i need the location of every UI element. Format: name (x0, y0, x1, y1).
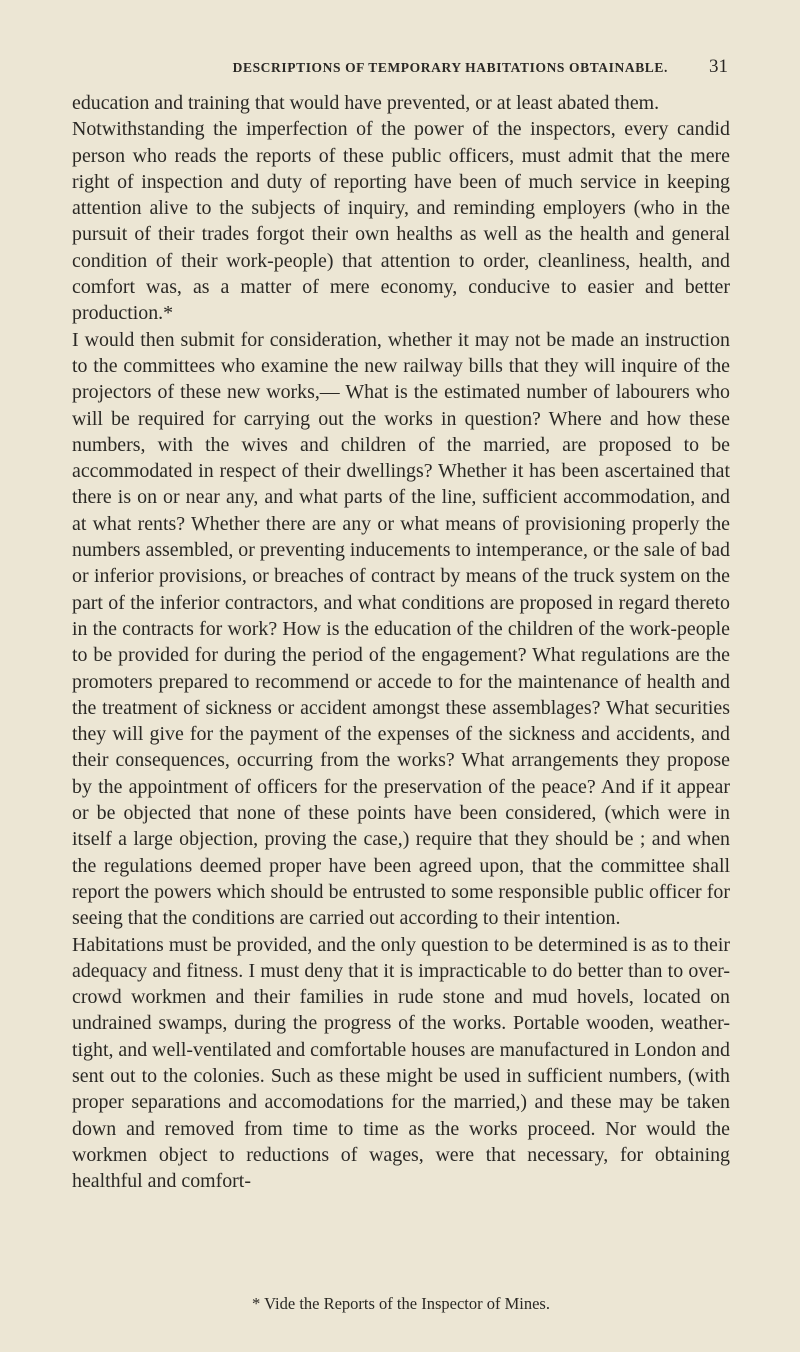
body-text (72, 90, 730, 1194)
footnote: * Vide the Reports of the Inspector of Mines. (252, 1294, 550, 1313)
page-number: 31 (709, 56, 728, 77)
paragraph-railway-bills: I would then submit for consideration, whether it may not be made an instruction to the committees who examine the new railway bills that they will inquire of the projectors of these new works,— What is the estimated number of labourers who will be required for carrying out the works in question? Where and how these numbers, with the wives and children of the married, are proposed to be accommodated in respect of their dwellings? Whether it has been ascertained that there is on or near any, and what parts of the line, sufficient accommodation, and at what rents? Whether there are any or what means of provisioning properly the numbers assembled, or preventing inducements to intemperance, or the sale of bad or inferior provisions, or breaches of contract by means of the truck system on the part of the inferior contractors, and what conditions are proposed in regard thereto in the contracts for work? How is the education of the children of the work-people to be provided for during the period of the engagement? What regulations are the promoters prepared to recommend or accede to for the maintenance of health and the treatment of sickness or accident amongst these assemblages? What securities they will give for the payment of the expenses of the sickness and accidents, and their consequences, occurring from the works? What arrangements they propose by the appointment of officers for the preservation of the peace? And if it appear or be objected that none of these points have been considered, (which were in itself a large objection, proving the case,) require that they should be ; and when the regulations deemed proper have been agreed upon, that the committee shall report the powers which should be entrusted to some responsible public officer for seeing that the conditions are carried out according to their intention. (72, 328, 730, 930)
paragraph-continuation: education and training that would have prevented, or at least abated them. (72, 92, 660, 114)
running-head (72, 56, 728, 84)
running-title: DESCRIPTIONS OF TEMPORARY HABITATIONS OBTAINABLE. (232, 60, 668, 75)
paragraph-habitations: Habitations must be provided, and the only question to be determined is as to their adequacy and fitness. I must deny that it is impracticable to do better than to over-crowd workmen and their families in rude stone and mud hovels, located on undrained swamps, during the progress of the works. Portable wooden, weather-tight, and well-ventilated and comfortable houses are manufactured in London and sent out to the colonies. Such as these might be used in sufficient numbers, (with proper separations and accomodations for the married,) and these may be taken down and removed from time to time as the works proceed. Nor would the workmen object to reductions of wages, were that necessary, for obtaining healthful and comfort- (72, 933, 730, 1193)
paragraph-inspectors: Notwithstanding the imperfection of the power of the inspectors, every candid person who reads the reports of these public officers, must admit that the mere right of inspection and duty of reporting have been of much service in keeping attention alive to the subjects of inquiry, and reminding employers (who in the pursuit of their trades forgot their own healths as well as the health and general condition of their work-people) that attention to order, cleanliness, health, and comfort was, as a matter of mere economy, conducive to easier and better production.* (72, 118, 730, 325)
